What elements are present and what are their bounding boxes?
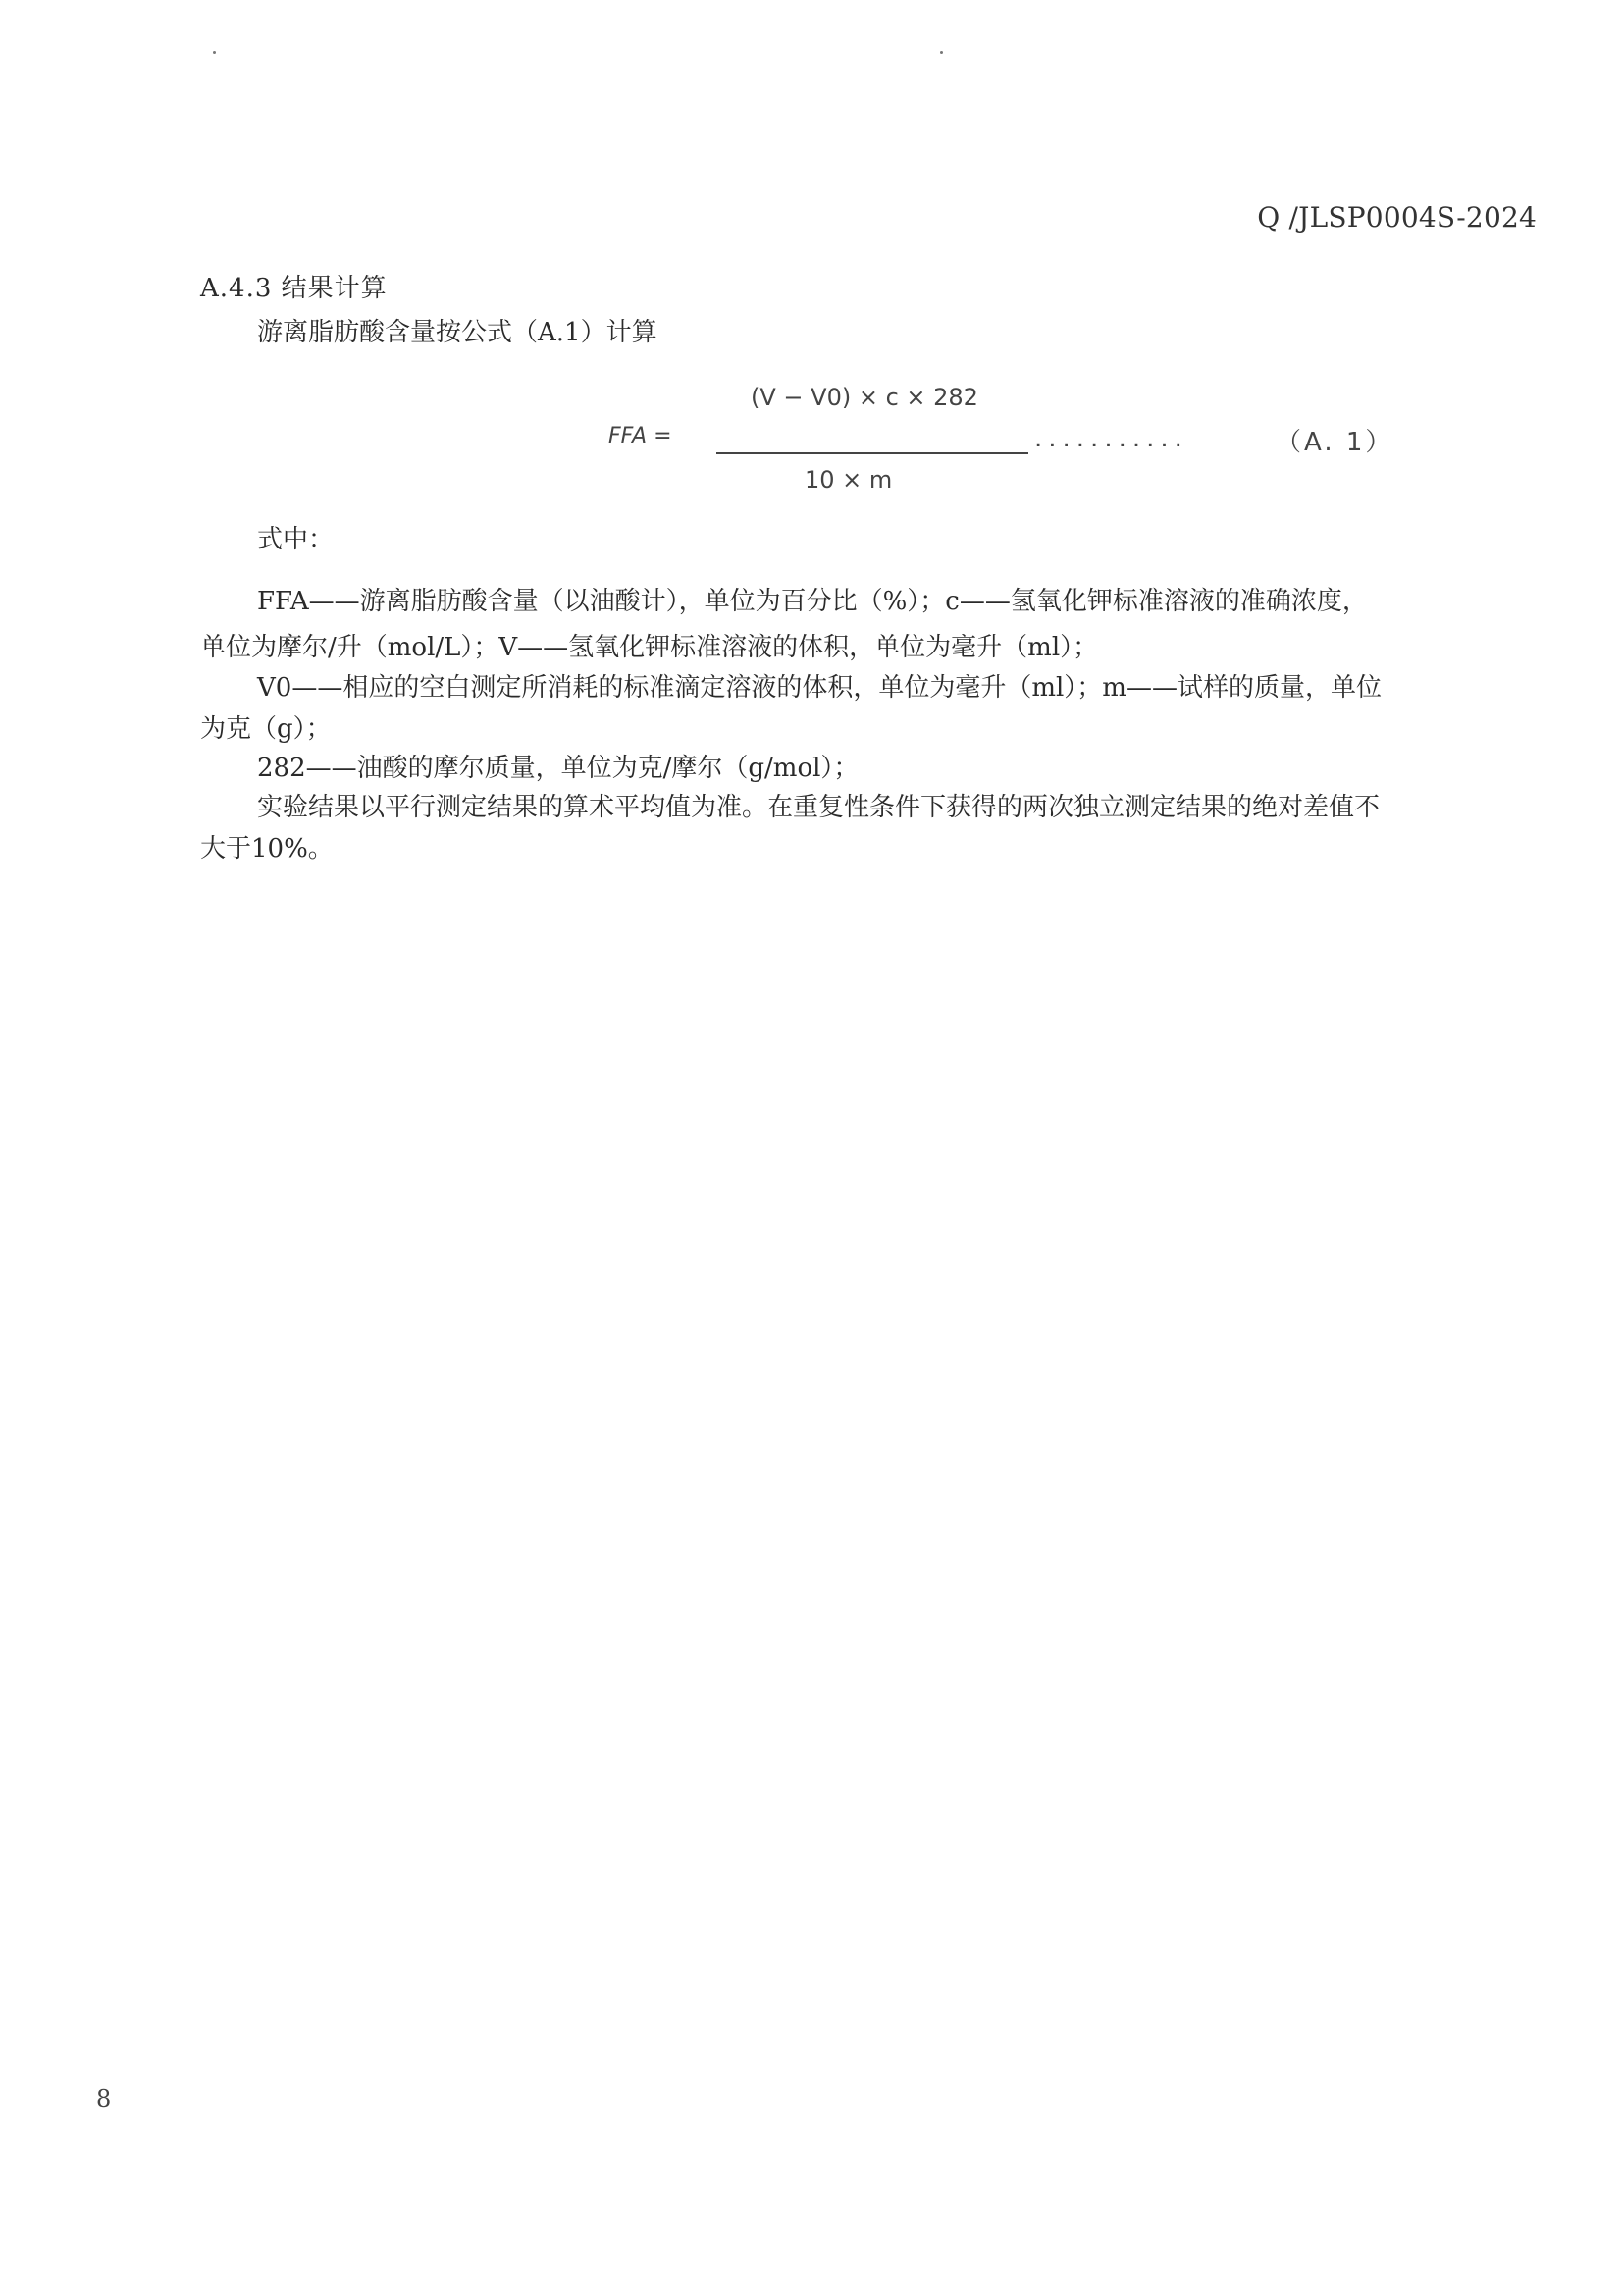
section-heading: A.4.3 结果计算: [200, 274, 388, 303]
document-code: Q /JLSP0004S-2024: [1257, 201, 1537, 234]
formula-leader-dots: ...........: [1034, 424, 1188, 453]
where-label: 式中：: [257, 525, 335, 554]
intro-text: 游离脂肪酸含量按公式（A.1）计算: [257, 318, 657, 347]
formula-denominator: 10 × m: [805, 466, 893, 494]
definition-line-v0: V0——相应的空白测定所消耗的标准滴定溶液的体积，单位为毫升（ml）；m——试样的质量，单位: [257, 673, 1382, 703]
formula-numerator: (V − V0) × c × 282: [751, 384, 978, 411]
scan-speck: [940, 51, 943, 54]
fraction-bar: [716, 452, 1028, 454]
result-statement-continued: 大于10%。: [200, 834, 334, 863]
definition-line-282: 282——油酸的摩尔质量，单位为克/摩尔（g/mol）；: [257, 754, 860, 783]
scan-speck: [213, 51, 216, 54]
definition-line-m-unit: 为克（g）；: [200, 714, 332, 744]
equation-number: （A. 1）: [1276, 428, 1394, 457]
result-statement: 实验结果以平行测定结果的算术平均值为准。在重复性条件下获得的两次独立测定结果的绝对差值不: [257, 793, 1381, 822]
formula-label: FFA =: [608, 424, 672, 448]
page-number: 8: [96, 2085, 112, 2113]
definition-line-v: 单位为摩尔/升（mol/L）；V——氢氧化钾标准溶液的体积，单位为毫升（ml）；: [200, 633, 1099, 662]
definition-line-ffa: FFA——游离脂肪酸含量（以油酸计），单位为百分比（%）；c——氢氧化钾标准溶液的准确浓度，: [257, 587, 1368, 616]
